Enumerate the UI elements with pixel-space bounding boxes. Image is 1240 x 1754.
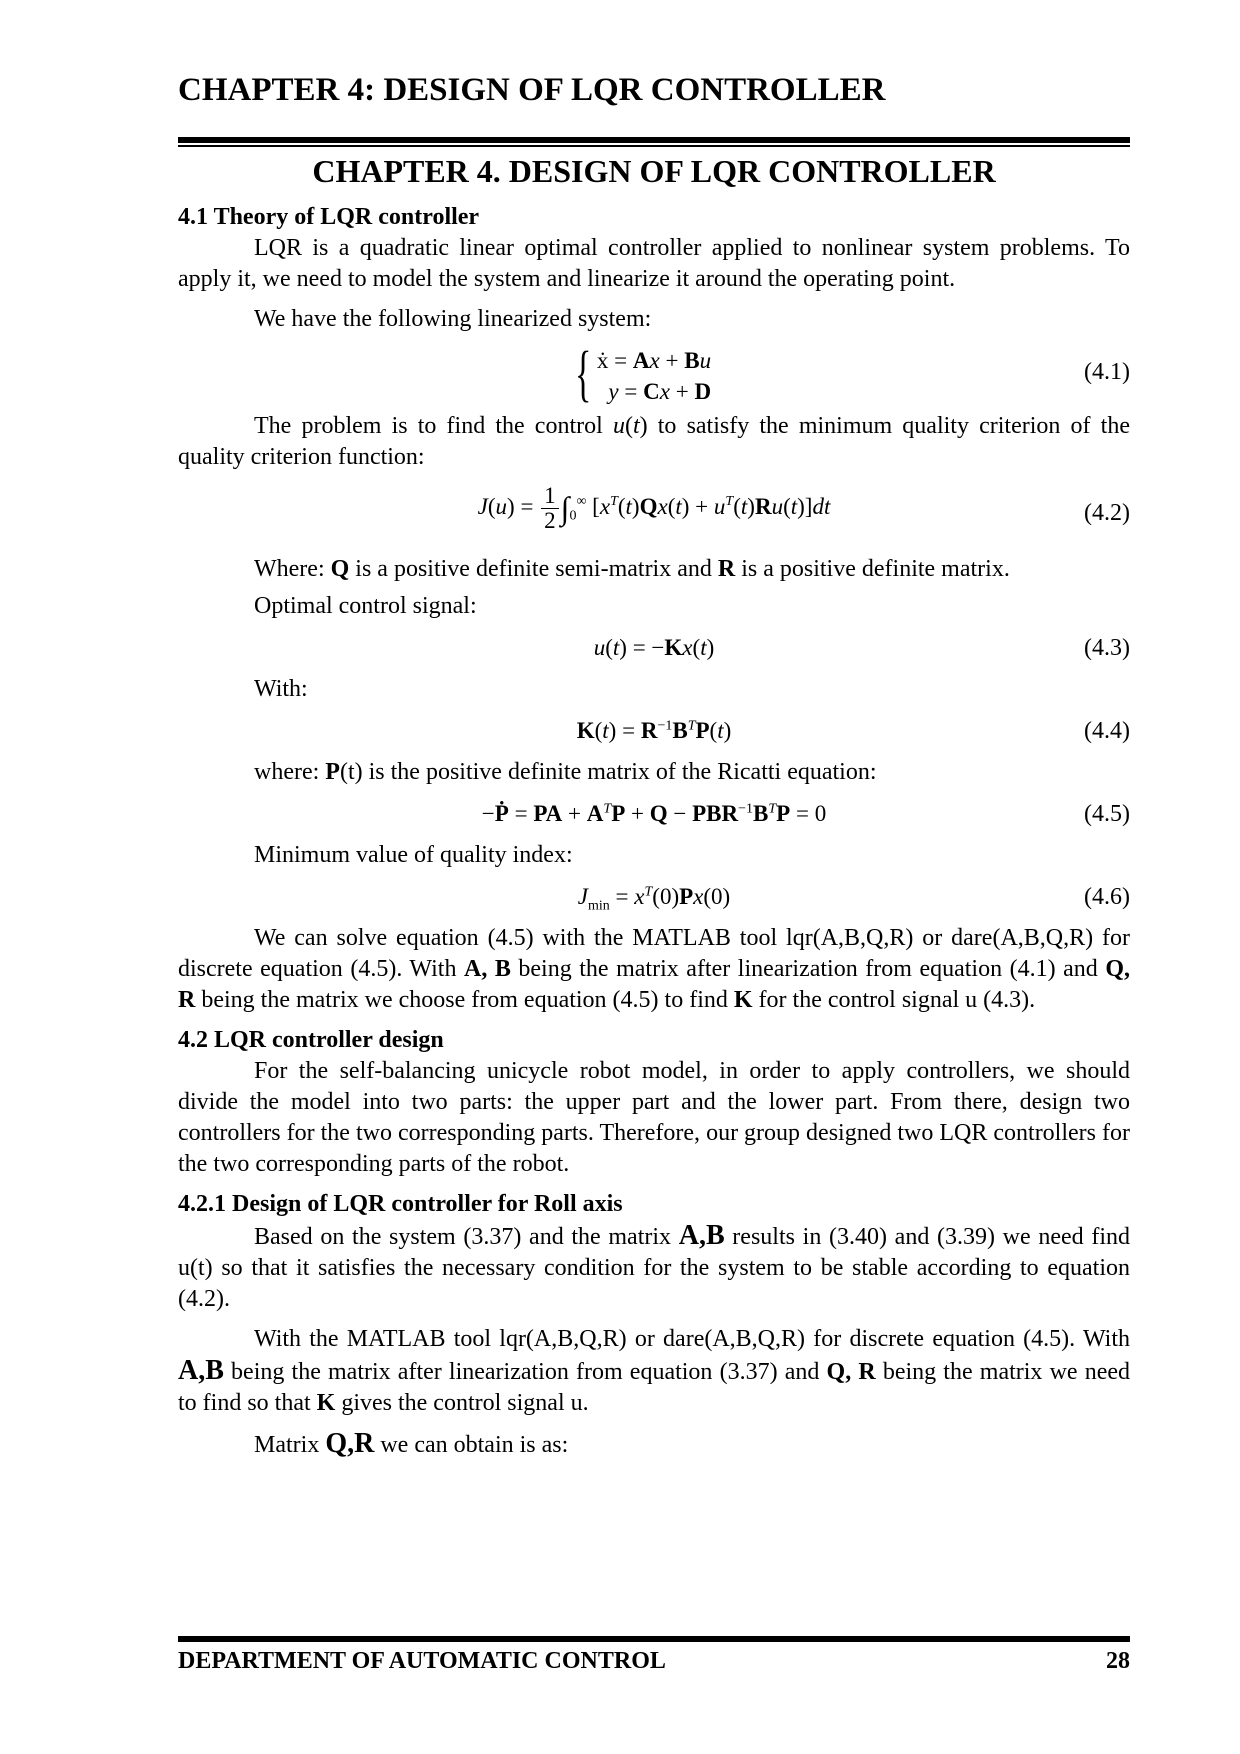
running-header-title: CHAPTER 4: DESIGN OF LQR CONTROLLER [178,72,886,108]
header-rule-thick [178,137,1130,143]
paragraph-controller-design: For the self-balancing unicycle robot model, in order to apply controllers, we should divide the model into two parts: the upper part and the lower part. From there, design two controllers for the two corresponding parts. Therefore, our group designed two LQR controllers for the two corresponding parts of the robot. [178,1058,1130,1177]
equation-4-4-number: (4.4) [1084,718,1130,744]
header-rule-thin [178,145,1130,147]
equation-4-5-number: (4.5) [1084,801,1130,827]
paragraph-min-quality-index: Minimum value of quality index: [254,842,573,868]
paragraph-control-problem: The problem is to find the control u(t) to satisfy the minimum quality criterion of the quality criterion function: [178,413,1131,470]
paragraph-lqr-intro: LQR is a quadratic linear optimal controller applied to nonlinear system problems. To apply it, we need to model the system and linearize it around the operating point. [178,235,1130,292]
equation-4-2 [178,482,1130,548]
equation-4-1 [178,340,1130,408]
section-heading-4-2-1: 4.2.1 Design of LQR controller for Roll axis [178,1191,623,1217]
section-heading-4-1: 4.1 Theory of LQR controller [178,204,480,230]
equation-4-6-formula: $J_{min} = x^T(0)Px(0)$ [577,884,731,914]
chapter-title: CHAPTER 4. DESIGN OF LQR CONTROLLER [312,153,996,189]
equation-4-5 [178,794,1130,834]
footer-department: DEPARTMENT OF AUTOMATIC CONTROL [178,1648,666,1674]
page-body [178,202,1130,1467]
paragraph-ricatti: where: P(t) is the positive definite matrix of the Ricatti equation: [254,759,877,785]
document-page [178,0,1130,1754]
footer-rule [178,1636,1130,1642]
paragraph-roll-axis-matlab: With the MATLAB tool lqr(A,B,Q,R) or dare(A,B,Q,R) for discrete equation (4.5). With A,B being the matrix after linearization from equation (3.37) and Q, R being the matrix we need to find so that K gives the control signal u. [178,1326,1131,1416]
equation-4-3 [178,628,1130,668]
page-number: 28 [1106,1648,1130,1674]
equation-4-2-formula: J(u) = $\frac{1}{2}$ $\int_0^\infty$ $[x^T(t)Qx(t) + u^T(t)Ru(t)]dt$ [477,483,831,533]
equation-4-2-number: (4.2) [1084,500,1130,526]
paragraph-with: With: [254,676,308,702]
equation-4-6-number: (4.6) [1084,884,1130,910]
equation-4-6 [178,877,1130,917]
equation-4-3-formula: u(t) = −Kx(t) [593,635,715,660]
paragraph-q-r-definition: Where: Q is a positive definite semi-matrix and R is a positive definite matrix. [254,556,1010,582]
equation-4-1-number: (4.1) [1084,359,1130,385]
equation-4-4-formula: $K(t) = R^{-1}B^TP(t)$ [576,718,732,743]
paragraph-optimal-control: Optimal control signal: [254,593,477,619]
equation-4-1-formula: { ẋ = Ax + Bu y = Cx + D [574,340,712,408]
paragraph-matrix-qr: Matrix Q,R we can obtain is as: [254,1428,569,1459]
paragraph-matlab-solve: We can solve equation (4.5) with the MATLAB tool lqr(A,B,Q,R) or dare(A,B,Q,R) for discrete equation (4.5). With A, B being the matrix after linearization from equation (4.1) and Q, R being the matrix we choose from equation (4.5) to find K for the control signal u (4.3). [178,925,1130,1013]
equation-4-5-formula: −Ṗ = PA + $A^TP + Q - PBR^{-1}B^TP = 0$ [481,801,827,826]
equation-4-3-number: (4.3) [1084,635,1130,661]
equation-4-4 [178,711,1130,751]
section-heading-4-2: 4.2 LQR controller design [178,1027,444,1053]
paragraph-roll-axis-system: Based on the system (3.37) and the matrix A,B results in (3.40) and (3.39) we need find u(t) so that it satisfies the necessary condition for the system to be stable according to equation (4.2). [178,1220,1130,1312]
paragraph-linearized-system: We have the following linearized system: [254,306,652,332]
